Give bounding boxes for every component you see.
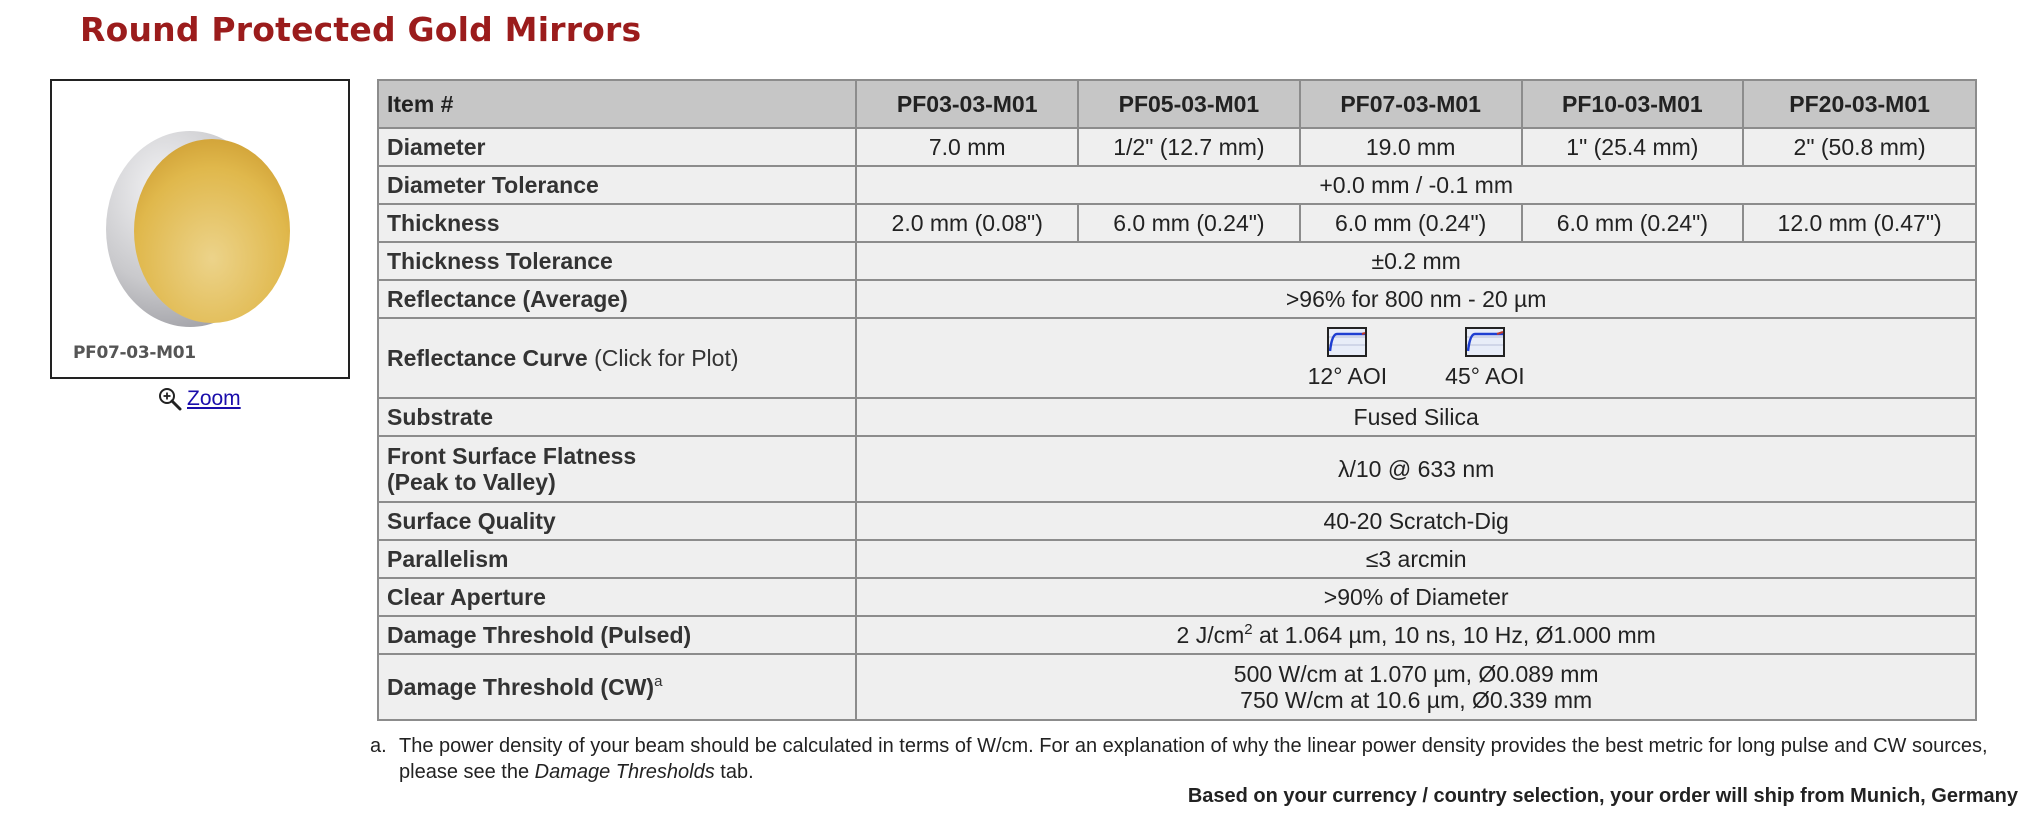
table-cell — [856, 616, 1976, 654]
footnote-text-part: tab. — [714, 761, 754, 783]
specs-table — [377, 79, 1977, 721]
row-label: Parallelism — [378, 540, 856, 578]
row-label — [378, 318, 856, 398]
row-label: Diameter Tolerance — [378, 166, 856, 204]
superscript: 2 — [1244, 621, 1253, 638]
table-cell: >96% for 800 nm - 20 µm — [856, 280, 1976, 318]
table-cell: Fused Silica — [856, 398, 1976, 436]
table-row-thickness — [378, 204, 1976, 242]
row-label: Thickness — [378, 204, 856, 242]
table-row-surface-quality — [378, 502, 1976, 540]
zoom-link[interactable] — [157, 386, 241, 412]
row-label-note: (Click for Plot) — [594, 345, 739, 371]
table-cell: 40-20 Scratch-Dig — [856, 502, 1976, 540]
value-line: 500 W/cm at 1.070 µm, Ø0.089 mm — [1233, 661, 1599, 687]
footnote-text — [399, 733, 2027, 785]
table-cell: 6.0 mm (0.24") — [1300, 204, 1522, 242]
gold-mirror-picture — [52, 81, 348, 377]
table-row-thickness-tolerance — [378, 242, 1976, 280]
table-row-damage-cw — [378, 654, 1976, 720]
row-label — [378, 436, 856, 502]
table-cell: 1" (25.4 mm) — [1522, 128, 1744, 166]
item-header: PF20-03-M01 — [1743, 80, 1976, 128]
value-text: 2 J/cm — [1176, 622, 1245, 648]
row-label-line: Front Surface Flatness — [387, 443, 637, 469]
table-cell: 19.0 mm — [1300, 128, 1522, 166]
zoom-label[interactable]: Zoom — [187, 387, 241, 410]
damage-thresholds-tab-ref: Damage Thresholds — [534, 761, 715, 783]
value-line: 750 W/cm at 10.6 µm, Ø0.339 mm — [1240, 687, 1593, 713]
table-cell: 7.0 mm — [856, 128, 1078, 166]
reflectance-plot-icon[interactable] — [1465, 327, 1505, 357]
product-image[interactable] — [50, 79, 350, 379]
row-label: Damage Threshold (Pulsed) — [378, 616, 856, 654]
table-row-damage-pulsed — [378, 616, 1976, 654]
product-image-label: PF07-03-M01 — [73, 343, 196, 363]
table-cell: >90% of Diameter — [856, 578, 1976, 616]
item-header: PF05-03-M01 — [1078, 80, 1300, 128]
row-label: Diameter — [378, 128, 856, 166]
value-text: at 1.064 µm, 10 ns, 10 Hz, Ø1.000 mm — [1252, 622, 1656, 648]
row-label-line: (Peak to Valley) — [387, 469, 556, 495]
table-row-diameter-tolerance — [378, 166, 1976, 204]
table-cell: 12.0 mm (0.47") — [1743, 204, 1976, 242]
table-row-clear-aperture — [378, 578, 1976, 616]
row-label-text: Reflectance Curve — [387, 345, 588, 371]
reflectance-plot-link-12[interactable] — [1308, 327, 1388, 389]
row-label: Reflectance (Average) — [378, 280, 856, 318]
table-header-row — [378, 80, 1976, 128]
table-cell: 6.0 mm (0.24") — [1078, 204, 1300, 242]
table-cell: λ/10 @ 633 nm — [856, 436, 1976, 502]
item-header: PF03-03-M01 — [856, 80, 1078, 128]
page-title: Round Protected Gold Mirrors — [80, 10, 642, 49]
row-label: Surface Quality — [378, 502, 856, 540]
table-cell: 1/2" (12.7 mm) — [1078, 128, 1300, 166]
item-number-header: Item # — [378, 80, 856, 128]
footnote-marker: a. — [370, 735, 387, 757]
row-label: Substrate — [378, 398, 856, 436]
row-label: Thickness Tolerance — [378, 242, 856, 280]
table-row-substrate — [378, 398, 1976, 436]
row-label: Clear Aperture — [378, 578, 856, 616]
table-cell: ±0.2 mm — [856, 242, 1976, 280]
footnote-ref[interactable]: a — [654, 673, 663, 690]
table-row-flatness — [378, 436, 1976, 502]
footnote-text-part: The power density of your beam should be calculated in terms of W/cm. For an explanation of why the linear power density provides the best metric for long pulse and CW sources, please see the — [399, 735, 1988, 783]
table-cell: 6.0 mm (0.24") — [1522, 204, 1744, 242]
table-row-parallelism — [378, 540, 1976, 578]
item-header: PF07-03-M01 — [1300, 80, 1522, 128]
table-row-diameter — [378, 128, 1976, 166]
table-cell — [856, 654, 1976, 720]
shipping-note: Based on your currency / country selection, your order will ship from Munich, Germany — [1187, 785, 2018, 807]
item-header: PF10-03-M01 — [1522, 80, 1744, 128]
row-label-text: Damage Threshold (CW) — [387, 674, 655, 700]
reflectance-plot-icon[interactable] — [1327, 327, 1367, 357]
magnifier-plus-icon — [157, 386, 183, 412]
table-cell — [856, 318, 1976, 398]
table-row-reflectance-curve — [378, 318, 1976, 398]
plot-caption[interactable]: 12° AOI — [1307, 363, 1388, 389]
table-row-reflectance-average — [378, 280, 1976, 318]
table-cell: 2" (50.8 mm) — [1743, 128, 1976, 166]
row-label — [378, 654, 856, 720]
plot-caption[interactable]: 45° AOI — [1445, 363, 1525, 389]
footnote — [367, 733, 2027, 785]
table-cell: ≤3 arcmin — [856, 540, 1976, 578]
table-cell: +0.0 mm / -0.1 mm — [856, 166, 1976, 204]
table-cell: 2.0 mm (0.08") — [856, 204, 1078, 242]
reflectance-plot-link-45[interactable] — [1445, 327, 1525, 389]
